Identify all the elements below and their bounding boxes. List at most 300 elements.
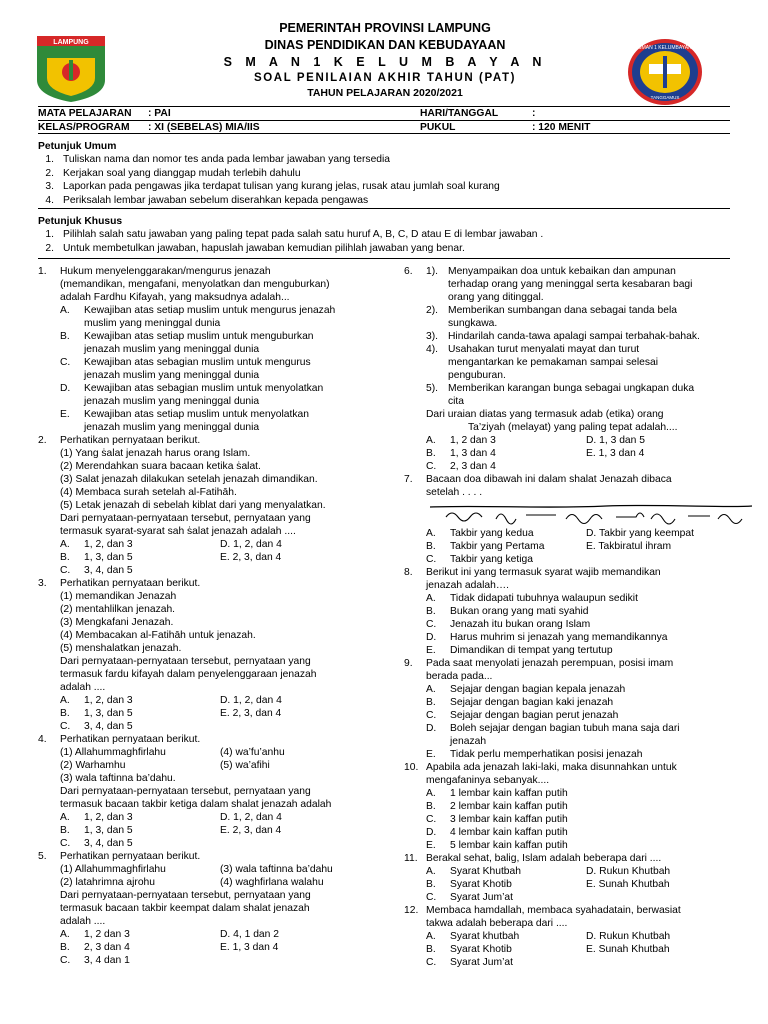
- option-line: jenazah muslim yang meninggal dunia: [84, 422, 260, 433]
- question-stem: [404, 657, 734, 683]
- answer-option: [426, 943, 586, 956]
- option-text: Syarat khutbah: [450, 931, 520, 942]
- answer-option: [60, 811, 220, 824]
- answer-option: [426, 956, 586, 969]
- question-text: [426, 566, 661, 592]
- answer-option: [60, 564, 220, 577]
- question-body: [38, 447, 378, 577]
- question-number: 5.: [38, 851, 47, 862]
- option-text: E. 2, 3, dan 4: [220, 708, 282, 719]
- statement: (4) wa’fu’anhu: [220, 747, 285, 758]
- question-tail-line: Dari pernyataan-pernyataan tersebut, pernyataan yang: [60, 656, 311, 667]
- question-stem-line: Membaca hamdallah, membaca syahadatain, berwasiat: [426, 905, 681, 916]
- instruction-number: 2.: [45, 242, 54, 254]
- question-number: 2.: [38, 435, 47, 446]
- option-letter: A.: [426, 684, 436, 695]
- statement-index: 4).: [426, 344, 439, 355]
- question-stem: [38, 733, 378, 746]
- question-stem-line: Bacaan doa dibawah ini dalam shalat Jenazah dibaca: [426, 474, 672, 485]
- option-text: 3, 4 dan 1: [84, 955, 130, 966]
- answer-option: [426, 540, 586, 553]
- answer-option: [60, 954, 220, 967]
- option-text: E. 2, 3, dan 4: [220, 552, 282, 563]
- option-letter: C.: [60, 565, 71, 576]
- mapel-value: : PAI: [148, 108, 171, 119]
- option-letter: C.: [60, 721, 71, 732]
- arabic-prayer-image: [426, 501, 756, 525]
- option-line: 3 lembar kain kaffan putih: [450, 814, 568, 825]
- question-number: 6.: [404, 266, 413, 277]
- statement: (1) memandikan Jenazah: [60, 591, 177, 602]
- option-text: 1, 2, dan 3: [84, 695, 133, 706]
- statement-pair: [60, 863, 378, 876]
- question-stem-line: Perhatikan pernyataan berikut.: [60, 435, 201, 446]
- statement-line: orang yang ditinggal.: [448, 292, 544, 303]
- kelas-label: KELAS/PROGRAM: [38, 122, 130, 133]
- option-line: Tidak perlu memperhatikan posisi jenazah: [450, 749, 643, 760]
- exam-info-table: [38, 106, 730, 134]
- option-text: E. Sunah Khutbah: [586, 944, 670, 955]
- question-tail-line: Dari pernyataan-pernyataan tersebut, pernyataan yang: [60, 786, 311, 797]
- statement-line: Memberikan karangan bunga sebagai ungkapan duka: [448, 383, 695, 394]
- option-text: [84, 304, 335, 330]
- answer-option: [426, 891, 586, 904]
- option-text: Takbir yang Pertama: [450, 541, 545, 552]
- question-text: [426, 852, 661, 865]
- question-stem-line: Apabila ada jenazah laki-laki, maka disunnahkan untuk: [426, 762, 677, 773]
- option-text: [84, 356, 311, 382]
- answer-option: [60, 837, 220, 850]
- option-letter: D.: [60, 383, 71, 394]
- instruction-number: 4.: [45, 194, 54, 206]
- option-letter: B.: [426, 448, 436, 459]
- option-line: Sejajar dengan bagian kepala jenazah: [450, 684, 626, 695]
- question-body: [38, 863, 378, 967]
- document-header: [0, 0, 768, 108]
- answer-option: [60, 941, 220, 954]
- question-stem-line: takwa adalah beberapa dari ....: [426, 918, 568, 929]
- petunjuk-umum-title: Petunjuk Umum: [38, 141, 117, 152]
- question-tail-line: adalah ....: [60, 916, 106, 927]
- statement: (2) Merendahkan suara bacaan ketika ṡalat.: [60, 461, 261, 472]
- option-letter: D.: [426, 723, 437, 734]
- statement-pair: [60, 759, 378, 772]
- instruction-text: Tuliskan nama dan nomor tes anda pada lembar jawaban yang tersedia: [63, 154, 391, 165]
- question-tail-line: Dari pernyataan-pernyataan tersebut, pernyataan yang: [60, 513, 311, 524]
- question-number: 12.: [404, 905, 419, 916]
- question-text: [426, 761, 677, 787]
- option-letter: A.: [426, 866, 436, 877]
- questions-right-column: [404, 265, 734, 969]
- question-tail-line: Ta’ziyah (melayat) yang paling tepat adalah....: [468, 422, 678, 433]
- option-letter: B.: [426, 697, 436, 708]
- option-line: Harus muhrim si jenazah yang memandikannya: [450, 632, 668, 643]
- option-letter: C.: [60, 838, 71, 849]
- answer-option: [426, 813, 734, 826]
- question-stem: [404, 904, 734, 930]
- answer-options-grid: [426, 930, 734, 969]
- option-letter: B.: [60, 552, 70, 563]
- option-letter: A.: [60, 539, 70, 550]
- option-letter: C.: [426, 892, 437, 903]
- header-academic-year: TAHUN PELAJARAN 2020/2021: [307, 87, 463, 99]
- statement: (2) Warhamhu: [60, 760, 126, 771]
- option-text: Syarat Khutbah: [450, 866, 521, 877]
- question-stem-line: mengafaninya sebanyak....: [426, 775, 550, 786]
- question: [38, 577, 378, 733]
- answer-option: [220, 824, 378, 837]
- instruction-item: [38, 194, 730, 208]
- question-stem: [404, 473, 734, 499]
- question-text: [426, 904, 681, 930]
- answer-option: [426, 631, 734, 644]
- question-stem-line: Pada saat menyolati jenazah perempuan, posisi imam: [426, 658, 674, 669]
- instruction-number: 1.: [45, 229, 54, 240]
- statement: (3) wala taftinna ba’dahu: [220, 864, 333, 875]
- option-line: jenazah muslim yang meninggal dunia: [84, 396, 260, 407]
- option-text: 1, 3, dan 5: [84, 708, 133, 719]
- option-letter: C.: [426, 619, 437, 630]
- answer-option: [426, 605, 734, 618]
- answer-options-grid: [60, 538, 378, 577]
- answer-options-grid: [60, 811, 378, 850]
- option-letter: E.: [426, 645, 436, 656]
- option-line: Sejajar dengan bagian kaki jenazah: [450, 697, 614, 708]
- answer-option: [60, 824, 220, 837]
- lampung-province-logo: [37, 36, 105, 102]
- petunjuk-umum-list: [38, 153, 730, 207]
- question-stem-line: adalah Fardhu Kifayah, yang maksudnya adalah...: [60, 292, 290, 303]
- school-logo: [627, 38, 703, 106]
- option-text: [450, 748, 643, 761]
- numbered-statement: [426, 304, 734, 330]
- answer-option: [426, 434, 586, 447]
- questions-left-column: [38, 265, 378, 967]
- question-number: 10.: [404, 762, 419, 773]
- option-letter: E.: [60, 409, 70, 420]
- pukul-label: PUKUL: [420, 122, 456, 133]
- answer-options-grid: [426, 434, 734, 473]
- option-text: Syarat Khotib: [450, 944, 512, 955]
- option-letter: A.: [60, 695, 70, 706]
- statement: (3) wala taftinna ba’dahu.: [60, 773, 176, 784]
- question-stem: [38, 577, 378, 590]
- option-line: Kewajiban atas setiap muslim untuk menyolatkan: [84, 409, 309, 420]
- option-letter: B.: [60, 708, 70, 719]
- answer-option: [220, 707, 378, 720]
- answer-option: [426, 553, 586, 566]
- question-stem: [38, 434, 378, 447]
- option-text: [450, 696, 613, 709]
- option-text: D. 4, 1 dan 2: [220, 929, 279, 940]
- question: [38, 434, 378, 577]
- option-line: Kewajiban atas setiap muslim untuk menguburkan: [84, 331, 314, 342]
- answer-option: [426, 748, 734, 761]
- answer-option: [426, 447, 586, 460]
- statement: (2) mentahlilkan jenazah.: [60, 604, 176, 615]
- statement-pair: [60, 876, 378, 889]
- question-body: [404, 408, 734, 473]
- instruction-item: [38, 167, 730, 181]
- option-line: Bukan orang yang mati syahid: [450, 606, 589, 617]
- question-text: [426, 473, 672, 499]
- question: [404, 566, 734, 657]
- answer-option: [586, 527, 734, 540]
- answer-option: [426, 644, 734, 657]
- answer-option: [60, 408, 378, 434]
- option-line: Kewajiban atas sebagian muslim untuk menyolatkan: [84, 383, 324, 394]
- numbered-statement: [426, 382, 734, 408]
- option-letter: C.: [426, 554, 437, 565]
- statement-text: [448, 265, 692, 304]
- question-stem-line: Hukum menyelenggarakan/mengurus jenazah: [60, 266, 271, 277]
- question-stem: [404, 265, 734, 304]
- question-text: [60, 733, 200, 746]
- option-line: Boleh sejajar dengan bagian tubuh mana saja dari: [450, 723, 680, 734]
- instruction-number: 1.: [45, 154, 54, 165]
- answer-option: [426, 527, 586, 540]
- statement-line: sungkawa.: [448, 318, 498, 329]
- question-tail-line: Dari uraian diatas yang termasuk adab (etika) orang: [426, 409, 664, 420]
- question: [404, 761, 734, 852]
- numbered-statement: [426, 330, 734, 343]
- divider: [38, 208, 730, 209]
- option-letter: A.: [426, 528, 436, 539]
- question-body: [404, 330, 734, 343]
- statement-line: Hindarilah canda-tawa apalagi sampai terbahak-bahak.: [448, 331, 700, 342]
- option-text: E. Sunah Khutbah: [586, 879, 670, 890]
- question-stem: [38, 265, 378, 304]
- answer-option: [60, 382, 378, 408]
- answer-option: [220, 941, 378, 954]
- option-text: D. 1, 2, dan 4: [220, 539, 282, 550]
- petunjuk-khusus: [38, 215, 730, 255]
- question-stem: [404, 761, 734, 787]
- petunjuk-umum: [38, 140, 730, 207]
- option-letter: D.: [426, 827, 437, 838]
- question-number: 7.: [404, 474, 413, 485]
- question-text: [60, 850, 200, 863]
- statement-line: Memberikan sumbangan dana sebagai tanda bela: [448, 305, 677, 316]
- option-letter: E.: [426, 840, 436, 851]
- header-exam-title: SOAL PENILAIAN AKHIR TAHUN (PAT): [253, 72, 517, 84]
- answer-option: [586, 943, 734, 956]
- question: [38, 850, 378, 967]
- option-text: 1, 3 dan 4: [450, 448, 496, 459]
- option-text: [450, 592, 638, 605]
- question-tail-line: termasuk bacaan takbir keempat dalam shalat jenazah: [60, 903, 310, 914]
- question-stem-line: setelah . . . .: [426, 487, 483, 498]
- question-number: 1.: [38, 266, 47, 277]
- hari-value: :: [532, 108, 536, 119]
- question-number: 3.: [38, 578, 47, 589]
- option-letter: C.: [426, 461, 437, 472]
- question-body: [404, 683, 734, 761]
- instruction-text: Laporkan pada pengawas jika terdapat tulisan yang kurang jelas, rusak atau jumlah soal kurang: [63, 181, 500, 192]
- header-school-name: S M A N 1 K E L U M B A Y A N: [223, 55, 547, 69]
- statement: (1) Allahummaghfirlahu: [60, 864, 166, 875]
- question-text: [60, 265, 330, 304]
- question-tail-line: Dari pernyataan-pernyataan tersebut, pernyataan yang: [60, 890, 311, 901]
- question-number: 11.: [404, 853, 418, 864]
- option-text: E. Takbiratul ihram: [586, 541, 672, 552]
- statement: (1) Yang ṡalat jenazah harus orang Islam.: [60, 448, 251, 459]
- answer-options-grid: [60, 928, 378, 967]
- option-letter: C.: [426, 957, 437, 968]
- option-text: [450, 826, 568, 839]
- option-text: [450, 644, 613, 657]
- answer-option: [220, 811, 378, 824]
- question-stem-line: (memandikan, mengafani, menyolatkan dan menguburkan): [60, 279, 330, 290]
- statement: (5) Letak jenazah di sebelah kiblat dari yang menyalatkan.: [60, 500, 326, 511]
- statement-line: cita: [448, 396, 465, 407]
- right-logo-bottom: TANGGAMUS: [650, 95, 680, 100]
- option-line: muslim yang meninggal dunia: [84, 318, 221, 329]
- option-text: Takbir yang kedua: [450, 528, 534, 539]
- option-text: [450, 605, 589, 618]
- answer-option: [426, 826, 734, 839]
- option-text: [450, 787, 568, 800]
- answer-option: [426, 696, 734, 709]
- statement: (4) waghfirlana walahu: [220, 877, 324, 888]
- instruction-text: Pilihlah salah satu jawaban yang paling tepat pada salah satu huruf A, B, C, D atau E di lembar jawaban .: [63, 229, 544, 240]
- option-text: 1, 3, dan 5: [84, 825, 133, 836]
- option-text: Syarat Jum’at: [450, 892, 513, 903]
- question-body: [38, 304, 378, 434]
- answer-option: [426, 722, 734, 748]
- option-letter: A.: [426, 788, 436, 799]
- question-stem-line: Perhatikan pernyataan berikut.: [60, 734, 201, 745]
- option-letter: C.: [426, 710, 437, 721]
- option-letter: A.: [426, 435, 436, 446]
- instruction-text: Kerjakan soal yang dianggap mudah terlebih dahulu: [63, 167, 301, 179]
- option-text: [450, 618, 590, 631]
- answer-option: [60, 551, 220, 564]
- option-text: Syarat Khotib: [450, 879, 512, 890]
- option-text: 1, 2, dan 3: [84, 812, 133, 823]
- answer-option: [60, 304, 378, 330]
- answer-option: [220, 694, 378, 707]
- answer-option: [426, 800, 734, 813]
- option-text: 3, 4, dan 5: [84, 721, 133, 732]
- option-text: 1, 2 dan 3: [450, 435, 496, 446]
- option-text: D. Rukun Khutbah: [586, 866, 671, 877]
- option-letter: D.: [426, 632, 437, 643]
- answer-option: [426, 709, 734, 722]
- statement: [220, 772, 378, 785]
- statement-index: 5).: [426, 383, 439, 394]
- option-letter: A.: [60, 812, 70, 823]
- answer-option: [586, 878, 734, 891]
- answer-options-grid: [426, 527, 734, 566]
- option-text: D. 1, 2, dan 4: [220, 812, 282, 823]
- option-letter: B.: [60, 942, 70, 953]
- pukul-value: : 120 MENIT: [532, 122, 591, 133]
- answer-option: [60, 694, 220, 707]
- header-line-2: DINAS PENDIDIKAN DAN KEBUDAYAAN: [264, 38, 506, 52]
- answer-option: [220, 928, 378, 941]
- option-letter: C.: [426, 814, 437, 825]
- question-tail-line: termasuk fardu kifayah dalam penyelenggaraan jenazah: [60, 669, 317, 680]
- option-text: D. Rukun Khutbah: [586, 931, 671, 942]
- mapel-label: MATA PELAJARAN: [38, 108, 132, 119]
- instruction-text: Untuk membetulkan jawaban, hapuslah jawaban kemudian pilihlah jawaban yang benar.: [63, 242, 465, 254]
- option-text: 1, 2, dan 3: [84, 539, 133, 550]
- question-text: [426, 657, 673, 683]
- hari-label: HARI/TANGGAL: [420, 108, 499, 119]
- question-body: [404, 304, 734, 330]
- option-line: Dimandikan di tempat yang tertutup: [450, 645, 613, 656]
- option-letter: B.: [426, 944, 436, 955]
- answer-option: [426, 839, 734, 852]
- question-text: [60, 434, 200, 447]
- option-line: Kewajiban atas setiap muslim untuk mengurus jenazah: [84, 305, 336, 316]
- question-number: 9.: [404, 658, 413, 669]
- instruction-item: [38, 180, 730, 194]
- question-body: [404, 930, 734, 969]
- statement-text: [448, 343, 658, 382]
- answer-option: [586, 930, 734, 943]
- answer-option: [426, 787, 734, 800]
- question-tail-line: termasuk bacaan takbir ketiga dalam shalat jenazah adalah: [60, 799, 332, 810]
- statement: (4) Membacakan al-Fatihāh untuk jenazah.: [60, 630, 256, 641]
- statement-line: mengantarkan ke pemakaman sampai selesai: [448, 357, 659, 368]
- statement: (4) Membaca surah setelah al-Fatihāh.: [60, 487, 237, 498]
- statement-pair: [60, 772, 378, 785]
- instruction-text: Periksalah lembar jawaban sebelum diserahkan kepada pengawas: [63, 194, 369, 206]
- question: [404, 265, 734, 473]
- option-text: 2, 3 dan 4: [450, 461, 496, 472]
- question-stem-line: Perhatikan pernyataan berikut.: [60, 851, 201, 862]
- question: [404, 852, 734, 904]
- question-stem-line: Berikut ini yang termasuk syarat wajib memandikan: [426, 567, 661, 578]
- option-text: [450, 800, 568, 813]
- option-text: D. 1, 3 dan 5: [586, 435, 645, 446]
- option-line: jenazah: [450, 736, 487, 747]
- option-text: D. 1, 2, dan 4: [220, 695, 282, 706]
- numbered-statement: [426, 265, 692, 304]
- question-body: [404, 787, 734, 852]
- question-body: [404, 501, 734, 566]
- answer-option: [60, 707, 220, 720]
- question-body: [404, 382, 734, 408]
- right-logo-text: SMAN 1 KELUMBAYAN: [638, 45, 692, 51]
- answer-option: [426, 460, 586, 473]
- answer-option: [426, 592, 734, 605]
- question-body: [38, 746, 378, 850]
- option-letter: B.: [426, 606, 436, 617]
- question: [404, 657, 734, 761]
- petunjuk-khusus-title: Petunjuk Khusus: [38, 216, 123, 227]
- option-letter: B.: [426, 801, 436, 812]
- option-text: 1, 3, dan 5: [84, 552, 133, 563]
- option-letter: B.: [426, 541, 436, 552]
- option-line: jenazah muslim yang meninggal dunia: [84, 344, 260, 355]
- divider: [38, 258, 730, 259]
- option-text: D. Takbir yang keempat: [586, 528, 694, 539]
- option-text: 3, 4, dan 5: [84, 838, 133, 849]
- instruction-item: [38, 242, 730, 256]
- statement-text: [448, 330, 700, 343]
- statement-index: 2).: [426, 305, 439, 316]
- question-body: [404, 865, 734, 904]
- option-text: [84, 382, 323, 408]
- option-letter: C.: [60, 955, 71, 966]
- option-text: 3, 4, dan 5: [84, 565, 133, 576]
- statement-index: 3).: [426, 331, 439, 342]
- instruction-item: [38, 153, 730, 167]
- option-text: [450, 683, 625, 696]
